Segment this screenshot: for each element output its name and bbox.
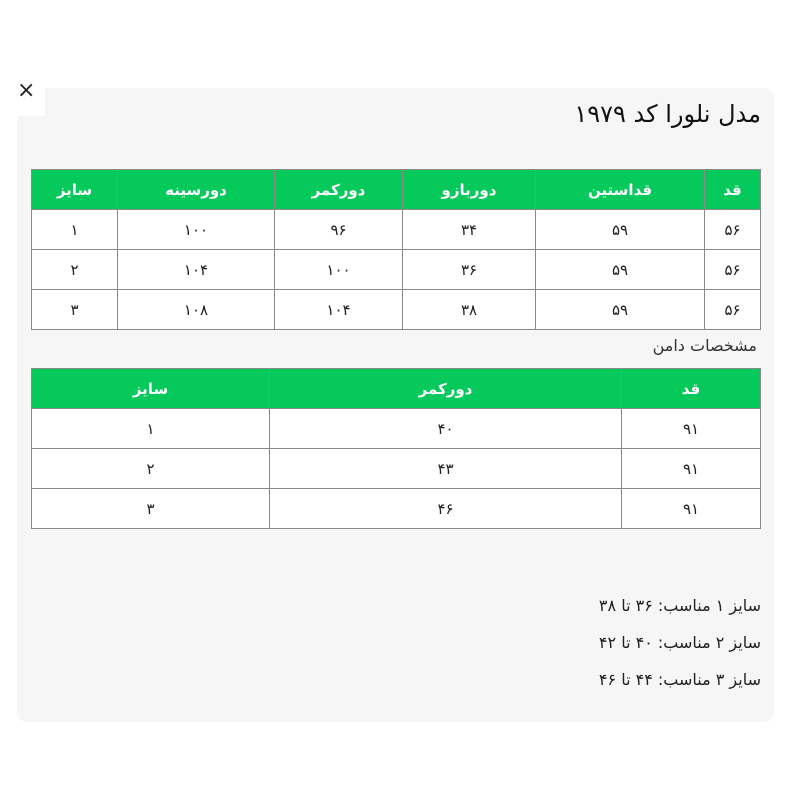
table-cell: ۵۶ — [705, 290, 761, 330]
size-note: سایز ۲ مناسب: ۴۰ تا ۴۲ — [598, 633, 761, 652]
size-guide-panel — [17, 88, 774, 722]
table-cell: ۴۰ — [270, 409, 622, 449]
table-cell: ۵۹ — [536, 250, 705, 290]
table-cell: ۱۰۴ — [275, 290, 403, 330]
table-cell: ۹۶ — [275, 210, 403, 250]
skirt-size-table — [31, 368, 761, 529]
close-button[interactable] — [17, 78, 45, 116]
table-cell: ۵۹ — [536, 290, 705, 330]
header-waist: دورکمر — [275, 170, 403, 210]
header-height: قد — [705, 170, 761, 210]
table-cell: ۱۰۰ — [118, 210, 275, 250]
table-cell: ۱۰۰ — [275, 250, 403, 290]
table-cell: ۱۰۸ — [118, 290, 275, 330]
size-note: سایز ۳ مناسب: ۴۴ تا ۴۶ — [598, 670, 761, 689]
table-cell: ۳۸ — [403, 290, 536, 330]
table-row — [32, 489, 761, 529]
table-cell: ۵۶ — [705, 210, 761, 250]
table-row — [32, 409, 761, 449]
skirt-section-label: مشخصات دامن — [652, 336, 757, 355]
table-cell: ۴۶ — [270, 489, 622, 529]
top-size-table — [31, 169, 761, 330]
table-header-row — [32, 369, 761, 409]
page-title: مدل نلورا کد ۱۹۷۹ — [574, 100, 761, 128]
size-note: سایز ۱ مناسب: ۳۶ تا ۳۸ — [598, 596, 761, 615]
table-row — [32, 250, 761, 290]
header-chest: دورسینه — [118, 170, 275, 210]
table-cell: ۲ — [32, 250, 118, 290]
table-cell: ۴۳ — [270, 449, 622, 489]
table-cell: ۵۹ — [536, 210, 705, 250]
table-cell: ۱ — [32, 409, 270, 449]
header-height: قد — [622, 369, 761, 409]
table-cell: ۹۱ — [622, 409, 761, 449]
table-header-row — [32, 170, 761, 210]
table-cell: ۳ — [32, 489, 270, 529]
header-size: سایز — [32, 369, 270, 409]
table-cell: ۳ — [32, 290, 118, 330]
table-row — [32, 210, 761, 250]
header-size: سایز — [32, 170, 118, 210]
table-cell: ۱۰۴ — [118, 250, 275, 290]
table-cell: ۹۱ — [622, 449, 761, 489]
close-icon: × — [17, 78, 36, 103]
size-notes — [599, 593, 761, 704]
header-arm: دوربازو — [403, 170, 536, 210]
table-cell: ۲ — [32, 449, 270, 489]
header-shoulder-length: قداستین — [536, 170, 705, 210]
header-waist: دورکمر — [270, 369, 622, 409]
table-cell: ۹۱ — [622, 489, 761, 529]
table-row — [32, 449, 761, 489]
table-row — [32, 290, 761, 330]
table-cell: ۱ — [32, 210, 118, 250]
table-cell: ۳۶ — [403, 250, 536, 290]
table-cell: ۵۶ — [705, 250, 761, 290]
table-cell: ۳۴ — [403, 210, 536, 250]
